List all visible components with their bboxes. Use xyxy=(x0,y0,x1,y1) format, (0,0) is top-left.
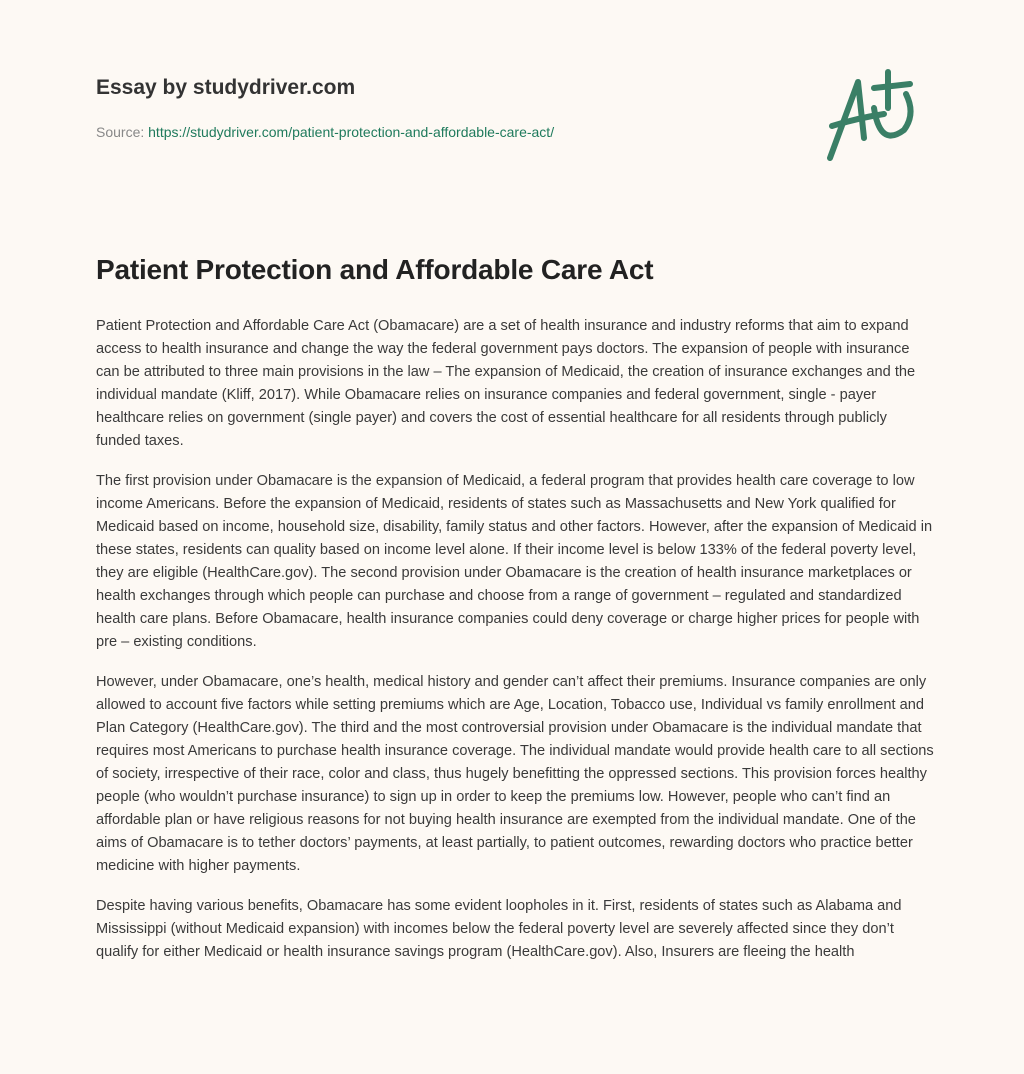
source-line xyxy=(96,124,554,140)
essay-body xyxy=(96,315,934,981)
page-title: Patient Protection and Affordable Care Act xyxy=(96,254,654,285)
paragraph: Patient Protection and Affordable Care Act (Obamacare) are a set of health insurance and industry reforms that aim to expand access to health insurance and change the way the federal government pays doctors. The expansion of people with insurance can be attributed to three main provisions in the law – The expansion of Medicaid, the creation of insurance exchanges and the individual mandate (Kliff, 2017). While Obamacare relies on insurance companies and federal government, single - payer healthcare relies on government (single payer) and covers the cost of essential healthcare for all residents through publicly funded taxes. xyxy=(96,318,916,449)
paragraph: The first provision under Obamacare is the expansion of Medicaid, a federal program that provides health care coverage to low income Americans. Before the expansion of Medicaid, residents of states such as Massachusetts and New York qualified for Medicaid based on income, household size, disability, family status and other factors. However, after the expansion of Medicaid in these states, residents can quality based on income level alone. If their income level is below 133% of the federal poverty level, they are eligible (HealthCare.gov). The second provision under Obamacare is the creation of health insurance marketplaces or health exchanges through which people can purchase and choose from a range of government – regulated and standardized health care plans. Before Obamacare, health insurance companies could deny coverage or charge higher prices for people with pre – existing conditions. xyxy=(96,473,933,650)
brand-title: Essay by studydriver.com xyxy=(96,76,356,99)
paragraph: Despite having various benefits, Obamacare has some evident loopholes in it. First, residents of states such as Alabama and Mississippi (without Medicaid expansion) with incomes below the federal poverty level are severely affected since they don’t qualify for either Medicaid or health insurance savings program (HealthCare.gov). Also, Insurers are fleeing the health xyxy=(96,898,902,960)
source-link[interactable]: https://studydriver.com/patient-protection-and-affordable-care-act/ xyxy=(148,124,555,140)
paragraph: However, under Obamacare, one’s health, medical history and gender can’t affect their premiums. Insurance companies are only allowed to account five factors while setting premiums which are Age, Location, Tobacco use, Individual vs family enrollment and Plan Category (HealthCare.gov). The third and the most controversial provision under Obamacare is the individual mandate that requires most Americans to purchase health insurance coverage. The individual mandate would provide health care to all sections of society, irrespective of their race, color and class, thus hugely benefitting the oppressed sections. This provision forces healthy people (who wouldn’t purchase insurance) to sign up in order to keep the premiums low. However, people who can’t find an affordable plan or have religious reasons for not buying health insurance are exempted from the individual mandate. One of the aims of Obamacare is to tether doctors’ payments, at least partially, to patient outcomes, rewarding doctors who practice better medicine with higher payments. xyxy=(96,674,934,874)
a-plus-logo xyxy=(818,68,928,168)
source-label: Source: xyxy=(96,124,145,140)
